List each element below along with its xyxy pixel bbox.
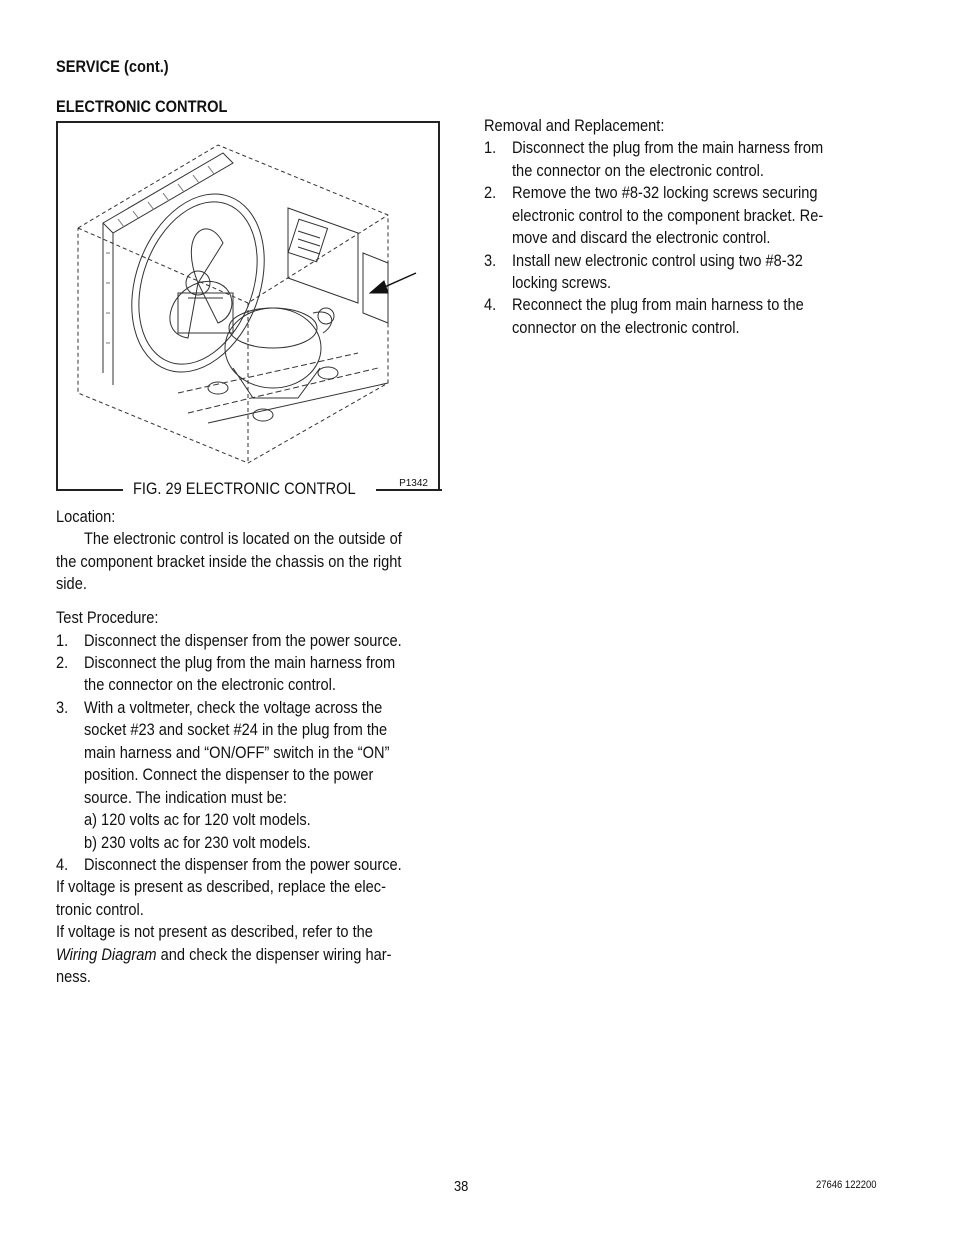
- test-after-line-2: tronic control.: [56, 900, 144, 919]
- removal-step-3-line-2: locking screws.: [512, 273, 612, 292]
- test-after-line-3: If voltage is not present as described, refer to the: [56, 922, 373, 941]
- test-step-2-num: 2.: [56, 653, 69, 672]
- removal-step-2-line-2: electronic control to the component bracket. Re-: [512, 206, 824, 225]
- removal-heading: Removal and Replacement:: [484, 116, 665, 135]
- test-step-4-line-1: Disconnect the dispenser from the power source.: [84, 855, 402, 874]
- removal-step-1-line-1: Disconnect the plug from the main harness from: [512, 138, 824, 157]
- test-step-2-line-2: the connector on the electronic control.: [84, 675, 336, 694]
- removal-step-4-num: 4.: [484, 295, 497, 314]
- removal-step-3-line-1: Install new electronic control using two #8-32: [512, 251, 803, 270]
- test-step-2-line-1: Disconnect the plug from the main harness from: [84, 653, 396, 672]
- section-title: ELECTRONIC CONTROL: [56, 97, 228, 116]
- removal-step-1-num: 1.: [484, 138, 497, 157]
- location-line-1: The electronic control is located on the outside of: [84, 529, 402, 548]
- removal-step-3-num: 3.: [484, 251, 497, 270]
- test-last-line: ness.: [56, 967, 91, 986]
- removal-step-2-line-1: Remove the two #8-32 locking screws securing: [512, 183, 818, 202]
- test-step-4-num: 4.: [56, 855, 69, 874]
- document-code: 27646 122200: [816, 1179, 877, 1191]
- electronic-control-illustration: [58, 123, 438, 489]
- test-step-3-line-5: source. The indication must be:: [84, 788, 287, 807]
- test-step-1-num: 1.: [56, 631, 69, 650]
- figure-bottom-rule-left: [56, 489, 123, 491]
- figure-code: P1342: [399, 478, 428, 489]
- test-step-1-line-1: Disconnect the dispenser from the power source.: [84, 631, 402, 650]
- removal-step-1-line-2: the connector on the electronic control.: [512, 161, 764, 180]
- location-line-3: side.: [56, 574, 87, 593]
- test-step-3-line-7: b) 230 volts ac for 230 volt models.: [84, 833, 311, 852]
- page-number: 38: [454, 1178, 469, 1195]
- test-step-3-num: 3.: [56, 698, 69, 717]
- service-header: SERVICE (cont.): [56, 57, 169, 76]
- figure-caption: FIG. 29 ELECTRONIC CONTROL: [133, 479, 356, 498]
- location-heading: Location:: [56, 507, 116, 526]
- removal-step-4-line-1: Reconnect the plug from main harness to the: [512, 295, 804, 314]
- location-line-2: the component bracket inside the chassis on the right: [56, 552, 402, 571]
- test-step-3-line-6: a) 120 volts ac for 120 volt models.: [84, 810, 311, 829]
- removal-step-2-num: 2.: [484, 183, 497, 202]
- removal-step-4-line-2: connector on the electronic control.: [512, 318, 740, 337]
- figure-frame: [56, 121, 440, 489]
- test-step-3-line-3: main harness and “ON/OFF” switch in the “ON”: [84, 743, 390, 762]
- test-step-3-line-2: socket #23 and socket #24 in the plug from the: [84, 720, 388, 739]
- wiring-diagram-reference: Wiring Diagram: [56, 945, 157, 964]
- test-step-3-line-1: With a voltmeter, check the voltage across the: [84, 698, 383, 717]
- test-wiring-line: Wiring Diagram and check the dispenser wiring har-: [56, 945, 392, 964]
- test-step-3-line-4: position. Connect the dispenser to the power: [84, 765, 374, 784]
- test-after-line-1: If voltage is present as described, replace the elec-: [56, 877, 386, 896]
- removal-step-2-line-3: move and discard the electronic control.: [512, 228, 771, 247]
- test-procedure-heading: Test Procedure:: [56, 608, 159, 627]
